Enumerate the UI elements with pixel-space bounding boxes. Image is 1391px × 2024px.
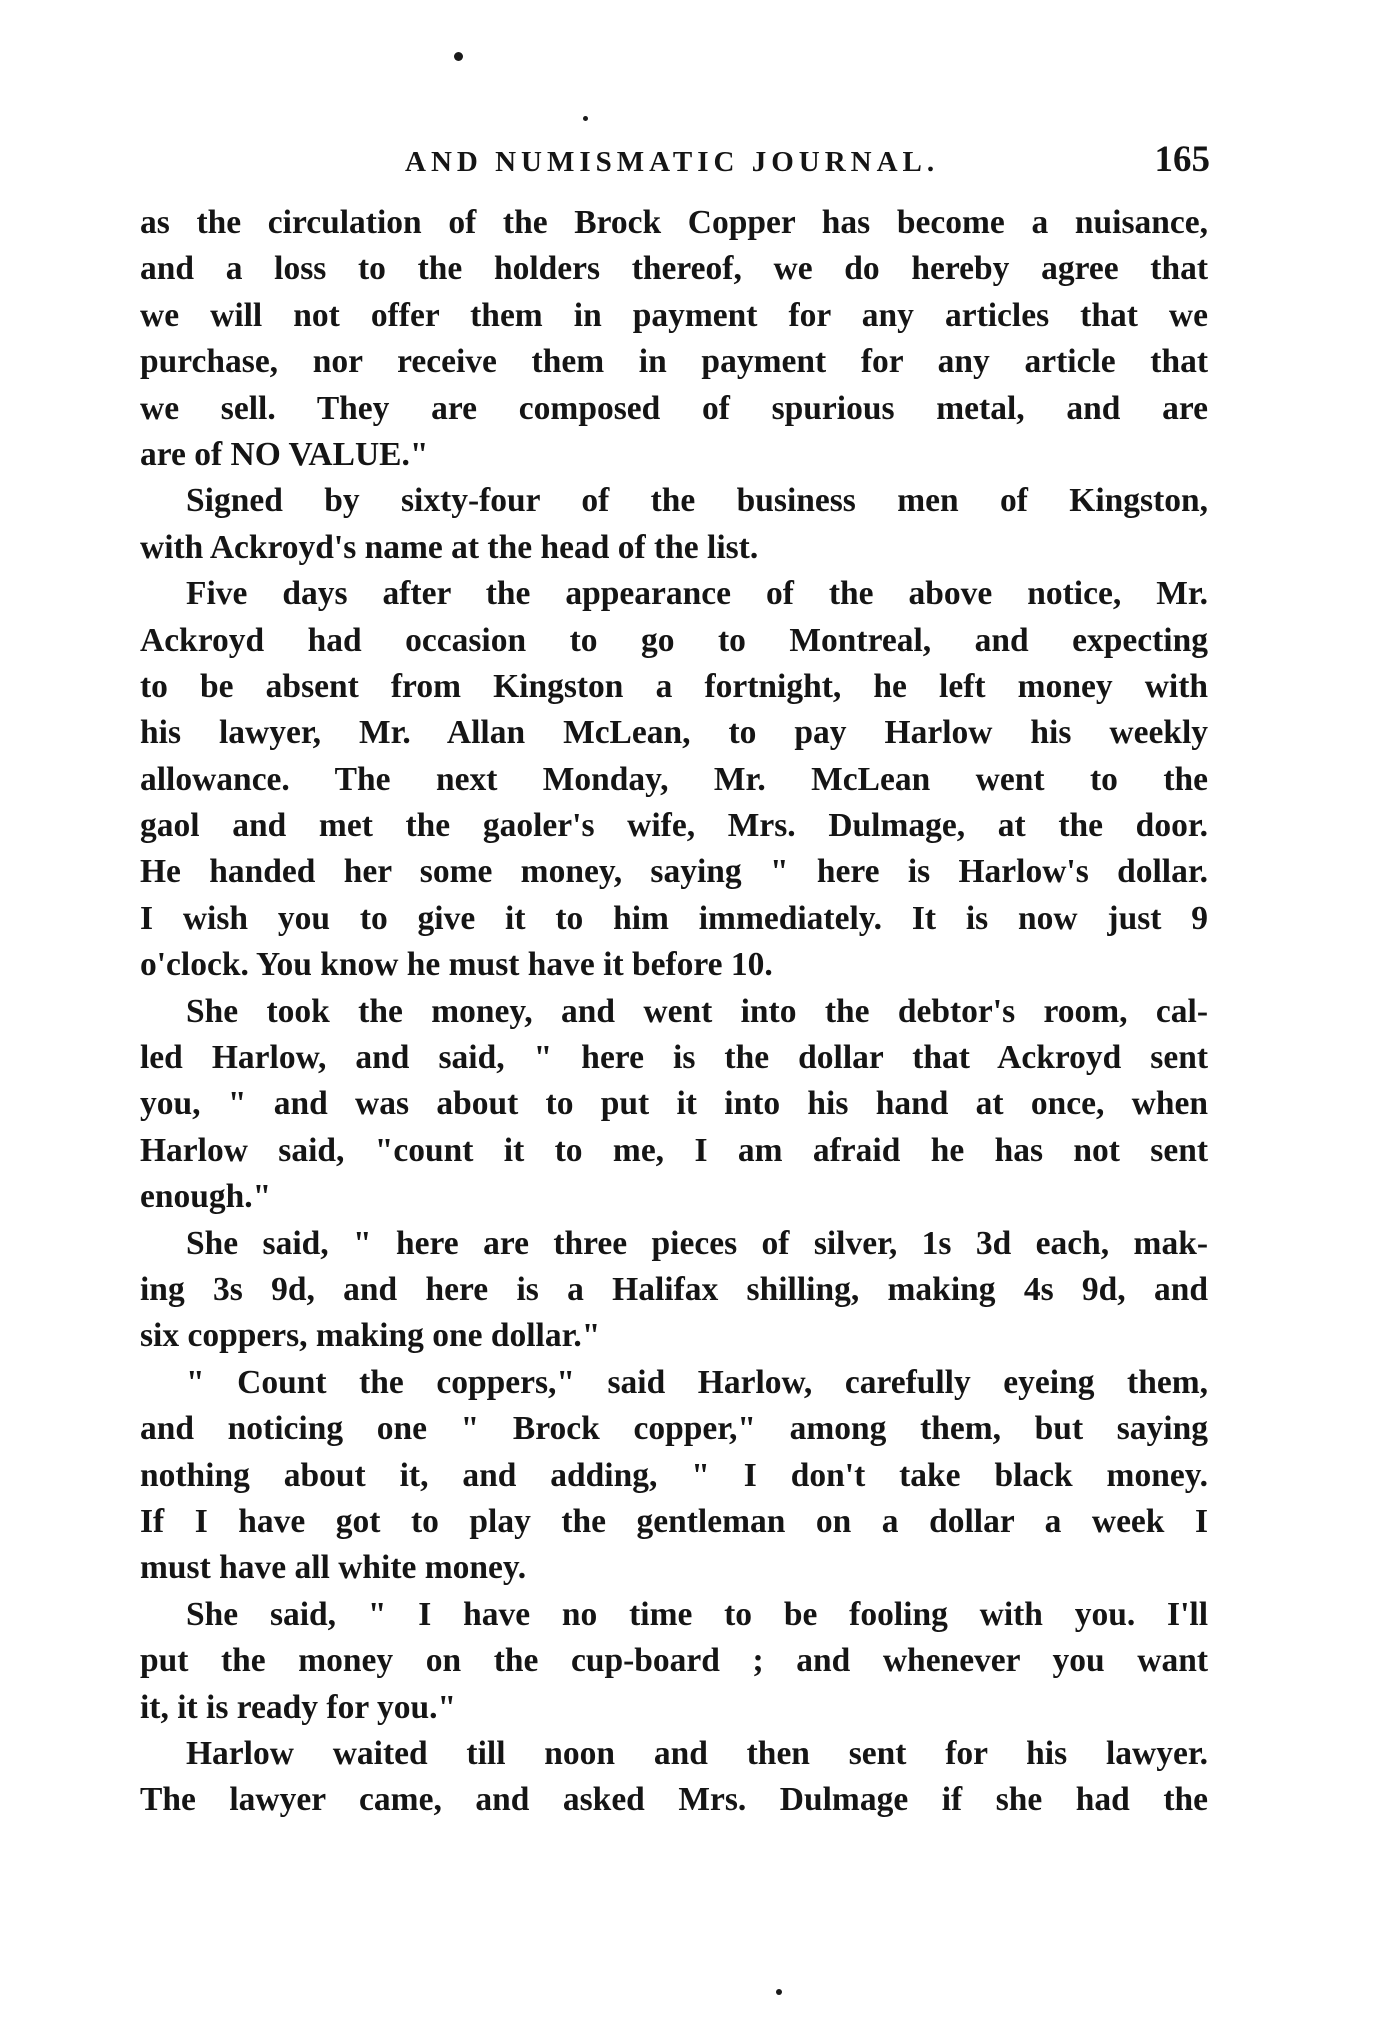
text-line: o'clock. You know he must have it before 10. [140, 946, 773, 984]
text-line: must have all white money. [140, 1549, 527, 1587]
text-line: you, " and was about to put it into his hand at once, when [140, 1085, 1208, 1123]
text-line: and noticing one " Brock copper," among them, but saying [140, 1410, 1208, 1448]
text-line: we sell. They are composed of spurious metal, and are [140, 389, 1208, 427]
text-line: Harlow said, "count it to me, I am afraid he has not sent [140, 1131, 1208, 1169]
text-line: six coppers, making one dollar." [140, 1317, 601, 1355]
text-line: She said, " here are three pieces of silver, 1s 3d each, mak- [186, 1224, 1208, 1262]
text-line: She took the money, and went into the debtor's room, cal- [186, 992, 1208, 1030]
page-number: 165 [1154, 139, 1210, 180]
body-text [140, 200, 1208, 1824]
text-line: his lawyer, Mr. Allan McLean, to pay Harlow his weekly [140, 714, 1208, 752]
ink-speck-top [454, 52, 463, 61]
text-line: I wish you to give it to him immediately. It is now just 9 [140, 899, 1208, 937]
text-line: The lawyer came, and asked Mrs. Dulmage if she had the [140, 1781, 1208, 1819]
text-line: She said, " I have no time to be fooling with you. I'll [186, 1595, 1208, 1633]
ink-speck-small [583, 116, 588, 121]
text-line: " Count the coppers," said Harlow, carefully eyeing them, [186, 1363, 1208, 1401]
text-line: He handed her some money, saying " here is Harlow's dollar. [140, 853, 1208, 891]
text-line: If I have got to play the gentleman on a dollar a week I [140, 1502, 1208, 1540]
text-line: Five days after the appearance of the above notice, Mr. [186, 575, 1208, 613]
ink-speck-bottom [776, 1989, 782, 1995]
text-line: Ackroyd had occasion to go to Montreal, and expecting [140, 621, 1208, 659]
text-line: purchase, nor receive them in payment for any article that [140, 343, 1208, 381]
text-line: we will not offer them in payment for any articles that we [140, 296, 1208, 334]
text-line: Harlow waited till noon and then sent for his lawyer. [186, 1734, 1208, 1772]
text-line: led Harlow, and said, " here is the dollar that Ackroyd sent [140, 1039, 1208, 1077]
text-line: put the money on the cup-board ; and whenever you want [140, 1642, 1208, 1680]
text-line: and a loss to the holders thereof, we do hereby agree that [140, 250, 1208, 288]
text-line: it, it is ready for you." [140, 1688, 457, 1726]
text-line: to be absent from Kingston a fortnight, he left money with [140, 667, 1208, 705]
text-line: enough." [140, 1178, 272, 1216]
text-line: gaol and met the gaoler's wife, Mrs. Dulmage, at the door. [140, 807, 1208, 845]
text-line: nothing about it, and adding, " I don't take black money. [140, 1456, 1208, 1494]
text-line: allowance. The next Monday, Mr. McLean went to the [140, 760, 1208, 798]
text-line: ing 3s 9d, and here is a Halifax shilling, making 4s 9d, and [140, 1270, 1208, 1308]
text-line: with Ackroyd's name at the head of the list. [140, 528, 759, 566]
text-line: are of NO VALUE." [140, 435, 429, 473]
text-line: Signed by sixty-four of the business men of Kingston, [186, 482, 1208, 520]
running-title: AND NUMISMATIC JOURNAL. [405, 146, 940, 178]
page-header [140, 138, 1210, 184]
text-line: as the circulation of the Brock Copper has become a nuisance, [140, 204, 1208, 241]
